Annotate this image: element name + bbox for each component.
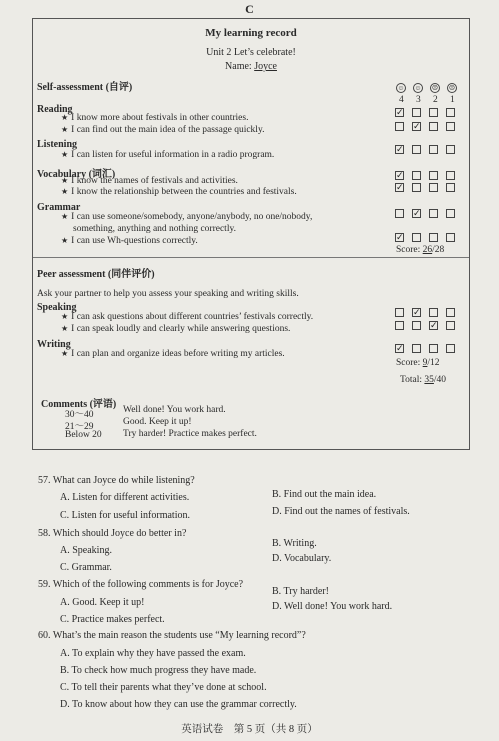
rating-checkbox[interactable] xyxy=(412,108,421,117)
option-a: A. Listen for different activities. xyxy=(60,492,190,503)
section-letter: C xyxy=(245,2,254,16)
peer-score-total: /12 xyxy=(427,358,440,368)
self-score-total: /28 xyxy=(432,245,445,255)
checked-box[interactable]: ✓ xyxy=(413,307,421,317)
rating-checkbox[interactable] xyxy=(395,308,404,317)
peer-intro: Ask your partner to help you assess your speaking and writing skills. xyxy=(37,289,299,299)
name-value: Joyce xyxy=(254,61,277,72)
option-b: B. Find out the main idea. xyxy=(272,489,377,500)
comment-text: Good. Keep it up! xyxy=(123,417,192,427)
name-label: Name: xyxy=(225,61,252,72)
question-stem: 57. What can Joyce do while listening? xyxy=(38,475,195,486)
rating-checkbox[interactable] xyxy=(395,209,404,218)
comment-range: Below 20 xyxy=(65,430,102,440)
listening-item: ★ I can listen for useful information in a radio program. xyxy=(61,150,274,160)
option-c: C. To tell their parents what they’ve done at school. xyxy=(60,682,267,693)
record-unit: Unit 2 Let’s celebrate! xyxy=(206,47,296,58)
rating-checkbox[interactable] xyxy=(446,171,455,180)
reading-item: ★ I know more about festivals in other countries. xyxy=(61,113,248,123)
rating-checkbox[interactable] xyxy=(429,122,438,131)
grammar-item: ★ I can use Wh-questions correctly. xyxy=(61,236,198,246)
total-label: Total: xyxy=(400,375,423,385)
peer-assessment-heading: Peer assessment (同伴评价) xyxy=(37,269,155,280)
rating-checkbox[interactable] xyxy=(446,122,455,131)
reading-item: ★ I can find out the main idea of the passage quickly. xyxy=(61,125,264,135)
peer-score xyxy=(396,358,440,368)
question-stem: 60. What’s the main reason the students use “My learning record”? xyxy=(38,630,306,641)
checked-box[interactable]: ✓ xyxy=(396,170,404,180)
vocabulary-item: ★ I know the names of festivals and activities. xyxy=(61,176,238,186)
vocabulary-item: ★ I know the relationship between the countries and festivals. xyxy=(61,187,297,197)
rating-checkbox[interactable] xyxy=(412,183,421,192)
comment-range: 21～29 xyxy=(65,422,94,432)
checked-box[interactable]: ✓ xyxy=(396,343,404,353)
peer-score-label: Score: xyxy=(396,358,421,368)
option-a: A. Speaking. xyxy=(60,545,112,556)
rating-checkbox[interactable] xyxy=(412,344,421,353)
option-d: D. Well done! You work hard. xyxy=(272,601,393,612)
rating-checkbox[interactable] xyxy=(395,321,404,330)
comment-text: Well done! You work hard. xyxy=(123,405,226,415)
rating-checkbox[interactable] xyxy=(446,344,455,353)
rating-checkbox[interactable] xyxy=(446,209,455,218)
rating-checkbox[interactable] xyxy=(429,209,438,218)
sad-face-icon: ☹ xyxy=(448,84,456,92)
record-title: My learning record xyxy=(205,27,297,39)
option-d: D. To know about how they can use the grammar correctly. xyxy=(60,699,297,710)
option-b: B. Try harder! xyxy=(272,586,329,597)
checked-box[interactable]: ✓ xyxy=(396,107,404,117)
rating-checkbox[interactable] xyxy=(429,233,438,242)
rating-checkbox[interactable] xyxy=(429,108,438,117)
option-d: D. Find out the names of festivals. xyxy=(272,506,410,517)
speaking-item: ★ I can ask questions about different countries’ festivals correctly. xyxy=(61,312,313,322)
option-c: C. Practice makes perfect. xyxy=(60,614,165,625)
happy-face-icon: ☺ xyxy=(414,84,422,92)
rating-checkbox[interactable] xyxy=(412,233,421,242)
listening-heading: Listening xyxy=(37,139,78,150)
rating-checkbox[interactable] xyxy=(429,171,438,180)
grammar-item-continued: something, anything and nothing correctly. xyxy=(73,224,236,234)
rating-checkbox[interactable] xyxy=(446,145,455,154)
rating-checkbox[interactable] xyxy=(429,183,438,192)
rating-checkbox[interactable] xyxy=(446,233,455,242)
scale-4: 4 xyxy=(399,95,404,105)
rating-checkbox[interactable] xyxy=(429,344,438,353)
total-score-max: /40 xyxy=(433,375,447,385)
writing-heading: Writing xyxy=(37,339,71,350)
scale-1: 1 xyxy=(450,95,455,105)
speaking-heading: Speaking xyxy=(37,302,77,313)
writing-item: ★ I can plan and organize ideas before writing my articles. xyxy=(61,349,285,359)
comments-heading: Comments (评语) xyxy=(41,399,117,410)
record-name xyxy=(33,61,469,72)
divider xyxy=(33,257,469,258)
speaking-item: ★ I can speak loudly and clearly while answering questions. xyxy=(61,324,290,334)
self-score-value: 26 xyxy=(422,245,433,255)
option-a: A. Good. Keep it up! xyxy=(60,597,145,608)
reading-heading: Reading xyxy=(37,104,73,115)
grammar-heading: Grammar xyxy=(37,202,81,213)
page-footer: 英语试卷 第 5 页（共 8 页） xyxy=(181,724,318,735)
option-d: D. Vocabulary. xyxy=(272,553,332,564)
rating-checkbox[interactable] xyxy=(429,145,438,154)
comment-text: Try harder! Practice makes perfect. xyxy=(123,429,257,439)
self-assessment-heading: Self-assessment (自评) xyxy=(37,82,133,93)
rating-checkbox[interactable] xyxy=(446,321,455,330)
neutral-face-icon: ☹ xyxy=(431,84,439,92)
comment-range: 30～40 xyxy=(65,410,94,420)
option-c: C. Listen for useful information. xyxy=(60,510,190,521)
rating-checkbox[interactable] xyxy=(395,122,404,131)
rating-checkbox[interactable] xyxy=(446,108,455,117)
question-stem: 59. Which of the following comments is for Joyce? xyxy=(38,579,244,590)
checked-box[interactable]: ✓ xyxy=(413,121,421,131)
peer-score-value: 9 xyxy=(422,358,428,368)
rating-checkbox[interactable] xyxy=(446,308,455,317)
checked-box[interactable]: ✓ xyxy=(430,320,438,330)
rating-checkbox[interactable] xyxy=(429,308,438,317)
checked-box[interactable]: ✓ xyxy=(396,182,404,192)
very-happy-face-icon: ☺ xyxy=(397,84,405,92)
vocabulary-heading: Vocabulary (词汇) xyxy=(37,169,116,180)
rating-checkbox[interactable] xyxy=(412,321,421,330)
option-c: C. Grammar. xyxy=(60,562,112,573)
scale-2: 2 xyxy=(433,95,438,105)
rating-checkbox[interactable] xyxy=(412,171,421,180)
grammar-item: ★ I can use someone/somebody, anyone/anybody, no one/nobody, xyxy=(61,212,312,222)
checked-box[interactable]: ✓ xyxy=(396,232,404,242)
rating-checkbox[interactable] xyxy=(412,145,421,154)
rating-checkbox[interactable] xyxy=(446,183,455,192)
option-a: A. To explain why they have passed the exam. xyxy=(60,648,246,659)
scale-3: 3 xyxy=(416,95,421,105)
checked-box[interactable]: ✓ xyxy=(413,208,421,218)
learning-record-box xyxy=(32,18,470,450)
total-score xyxy=(400,375,446,385)
checked-box[interactable]: ✓ xyxy=(396,144,404,154)
self-score-label: Score: xyxy=(396,245,421,255)
self-score xyxy=(396,245,444,255)
option-b: B. Writing. xyxy=(272,538,317,549)
question-stem: 58. Which should Joyce do better in? xyxy=(38,528,187,539)
total-score-value: 35 xyxy=(424,375,434,385)
option-b: B. To check how much progress they have made. xyxy=(60,665,257,676)
